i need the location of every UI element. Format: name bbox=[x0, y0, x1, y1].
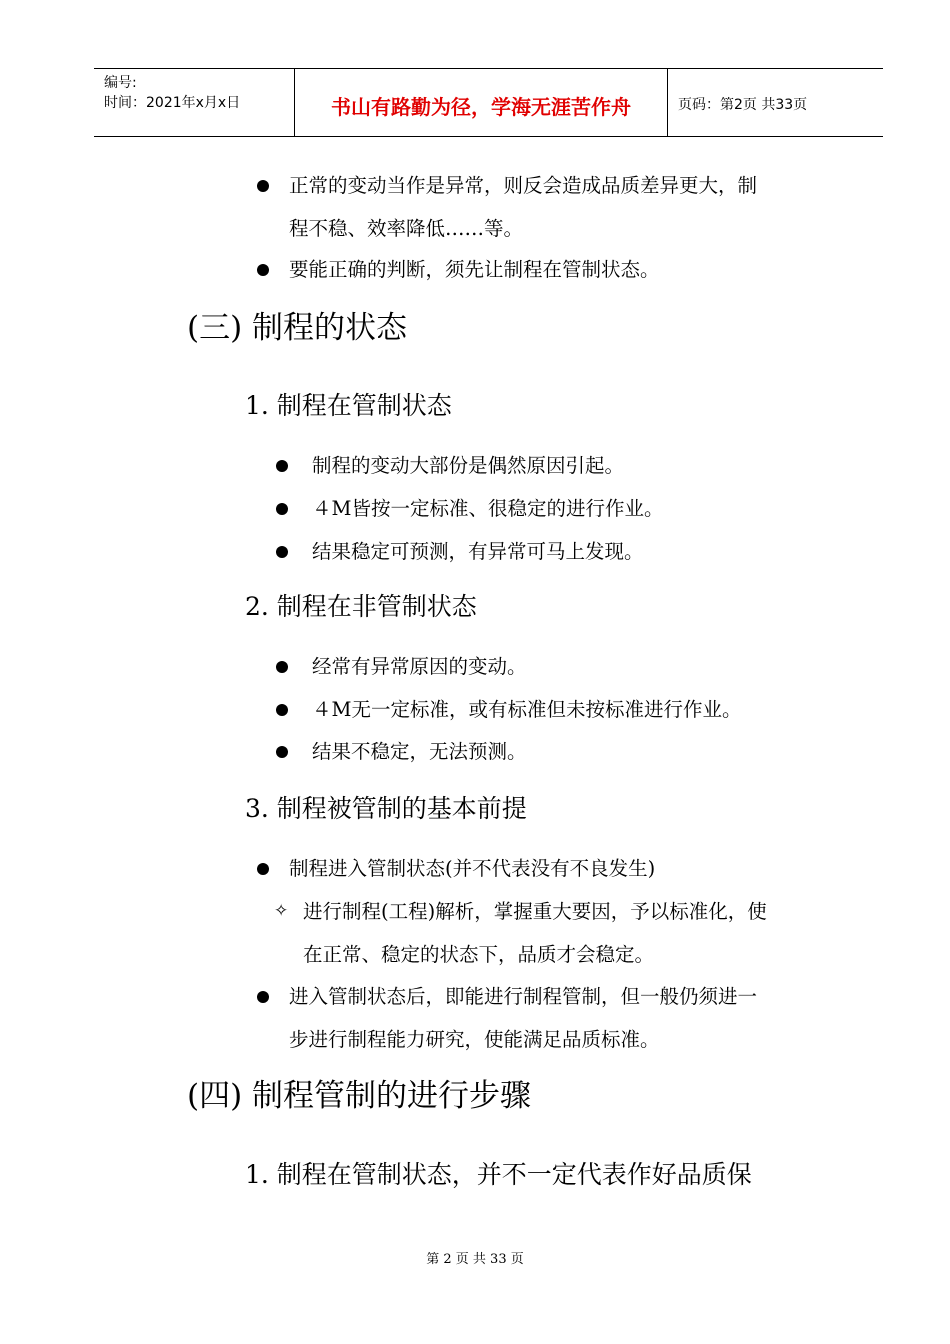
subsection-heading: 3. 制程被管制的基本前提 bbox=[245, 794, 527, 823]
subsection-heading: 1. 制程在管制状态，并不一定代表作好品质保 bbox=[245, 1160, 752, 1189]
bullet-icon bbox=[276, 704, 288, 716]
bullet-icon bbox=[257, 180, 269, 192]
bullet-text: 进行制程(工程)解析，掌握重大要因，予以标准化，使 bbox=[303, 900, 767, 923]
bullet-icon bbox=[257, 264, 269, 276]
bullet-icon bbox=[276, 460, 288, 472]
bullet-text: 要能正确的判断，须先让制程在管制状态。 bbox=[289, 258, 660, 281]
subsection-heading: 1. 制程在管制状态 bbox=[245, 391, 452, 420]
bullet-text: 结果不稳定，无法预测。 bbox=[312, 740, 527, 763]
bullet-text: ４M无一定标准，或有标准但未按标准进行作业。 bbox=[312, 698, 742, 721]
bullet-text: ４M皆按一定标准、很稳定的进行作业。 bbox=[312, 497, 664, 520]
bullet-icon bbox=[257, 863, 269, 875]
bullet-text: 经常有异常原因的变动。 bbox=[312, 655, 527, 678]
bullet-text: 制程的变动大部份是偶然原因引起。 bbox=[312, 454, 625, 477]
time-label: 时间：2021年x月x日 bbox=[104, 95, 241, 111]
bullet-icon bbox=[276, 661, 288, 673]
bullet-text: 结果稳定可预测，有异常可马上发现。 bbox=[312, 540, 644, 563]
bullet-text: 程不稳、效率降低……等。 bbox=[289, 217, 524, 240]
bullet-text: 在正常、稳定的状态下，品质才会稳定。 bbox=[303, 943, 655, 966]
bullet-icon bbox=[276, 546, 288, 558]
diamond-bullet-icon: ✧ bbox=[274, 901, 289, 921]
section-heading: (三) 制程的状态 bbox=[187, 310, 408, 346]
section-heading: (四) 制程管制的进行步骤 bbox=[187, 1078, 532, 1114]
bullet-text: 进入管制状态后，即能进行制程管制，但一般仍须进一 bbox=[289, 985, 758, 1008]
bullet-text: 制程进入管制状态(并不代表没有不良发生) bbox=[289, 857, 656, 880]
bullet-text: 正常的变动当作是异常，则反会造成品质差异更大，制 bbox=[289, 174, 758, 197]
header-table bbox=[94, 68, 883, 137]
subsection-heading: 2. 制程在非管制状态 bbox=[245, 592, 477, 621]
bullet-icon bbox=[276, 503, 288, 515]
bullet-icon bbox=[257, 991, 269, 1003]
header-motto: 书山有路勤为径，学海无涯苦作舟 bbox=[331, 95, 631, 119]
page-footer: 第 2 页 共 33 页 bbox=[426, 1252, 524, 1267]
bullet-text: 步进行制程能力研究，使能满足品质标准。 bbox=[289, 1028, 660, 1051]
header-info-cell bbox=[94, 69, 294, 136]
header-divider bbox=[667, 69, 668, 136]
number-label: 编号: bbox=[104, 75, 137, 91]
page-label: 页码：第2页 共33页 bbox=[678, 97, 808, 113]
bullet-icon bbox=[276, 746, 288, 758]
